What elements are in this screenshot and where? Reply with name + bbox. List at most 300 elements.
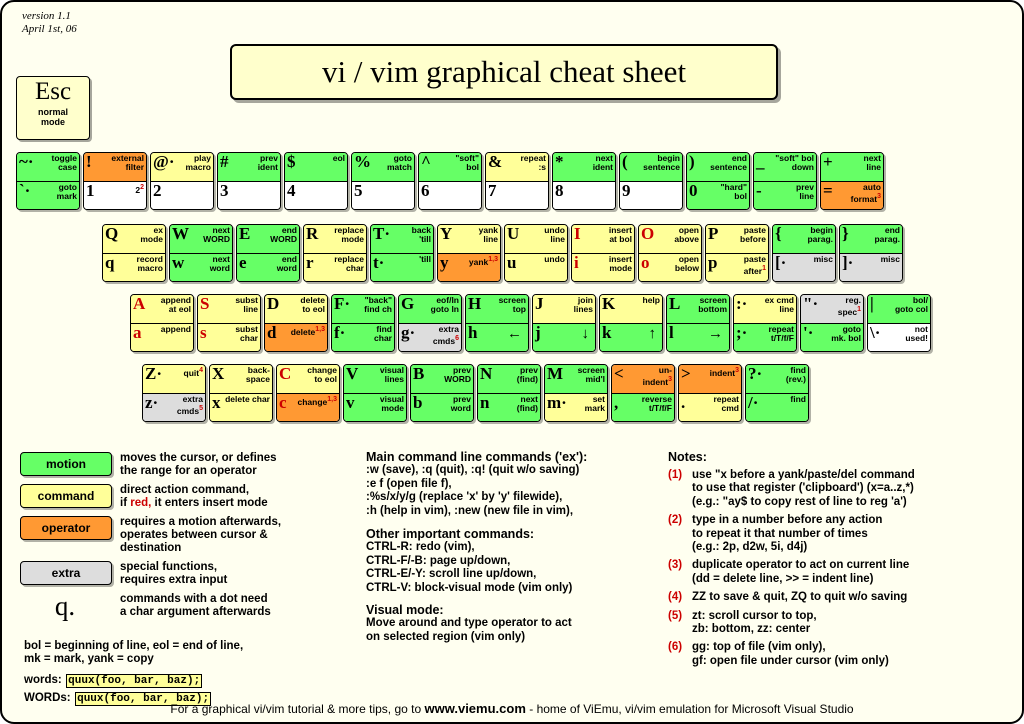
key-z-1-top[interactable] (210, 365, 272, 393)
key-glyph: :· (736, 294, 748, 313)
key-a-9[interactable] (733, 294, 797, 352)
key-a-3-bottom[interactable] (332, 323, 394, 351)
key-q-11[interactable] (839, 224, 903, 282)
key-num-10-top[interactable] (687, 153, 749, 181)
note-number-2: (3) (668, 559, 683, 572)
arrow-icon: → (708, 325, 723, 342)
key-q-6-bottom[interactable] (505, 253, 567, 281)
key-q-5[interactable] (437, 224, 501, 282)
key-z-5-bottom[interactable] (478, 393, 540, 421)
key-glyph: J (535, 294, 544, 313)
key-q-7-top[interactable] (572, 225, 634, 253)
legend-text-4: commands with a dot need a char argument afterwards (120, 593, 271, 618)
key-a-10-bottom[interactable] (801, 323, 863, 351)
key-num-8-bottom[interactable] (553, 181, 615, 209)
note-1 (668, 514, 1016, 554)
key-q-0-top[interactable] (103, 225, 165, 253)
key-glyph: R (306, 224, 319, 243)
key-num-1-top[interactable] (84, 153, 146, 181)
key-q-0-bottom[interactable] (103, 253, 165, 281)
key-label: ex cmd line (764, 295, 794, 314)
key-label: replace char (334, 254, 364, 273)
key-z-4-top[interactable] (411, 365, 473, 393)
key-num-5-bottom[interactable] (352, 181, 414, 209)
key-q-4-top[interactable] (371, 225, 433, 253)
key-label: extra cmds$^5$ (176, 394, 203, 416)
key-q-6[interactable] (504, 224, 568, 282)
note-number-4: (5) (668, 609, 683, 622)
key-z-0-top[interactable] (143, 365, 205, 393)
key-a-4-top[interactable] (399, 295, 461, 323)
key-label: prev ident (257, 153, 278, 172)
key-num-12[interactable] (820, 152, 884, 210)
key-z-8-bottom[interactable] (679, 393, 741, 421)
key-num-7-top[interactable] (486, 153, 548, 181)
key-q-3-bottom[interactable] (304, 253, 366, 281)
key-num-9-bottom[interactable] (620, 181, 682, 209)
ex-line-3: :h (help in vim), :new (new file in vim), (366, 504, 574, 517)
key-z-9-top[interactable] (746, 365, 808, 393)
key-num-5-top[interactable] (352, 153, 414, 181)
key-q-10[interactable] (772, 224, 836, 282)
key-glyph: } (842, 224, 849, 243)
key-num-3-bottom[interactable] (218, 181, 280, 209)
footer-site-link[interactable]: www.viemu.com (424, 701, 526, 716)
key-glyph: s (200, 323, 207, 342)
key-label: screen top (498, 295, 526, 314)
key-label: quit$^4$ (183, 367, 203, 378)
key-a-3-top[interactable] (332, 295, 394, 323)
version-block (22, 10, 77, 36)
key-a-7-bottom[interactable] (600, 323, 662, 351)
key-label: visual lines (379, 365, 404, 384)
key-z-8-top[interactable] (679, 365, 741, 393)
key-footnote: 2 (140, 184, 144, 191)
key-q-7[interactable] (571, 224, 635, 282)
ex-line-1: :e f (open file f), (366, 477, 452, 490)
key-num-9[interactable] (619, 152, 683, 210)
legend-row-2 (20, 516, 360, 555)
key-glyph: x (212, 393, 221, 412)
key-num-6-top[interactable] (419, 153, 481, 181)
key-glyph: % (354, 152, 371, 171)
notes-list (668, 469, 1016, 668)
key-glyph: v (346, 393, 355, 412)
key-z-1-bottom[interactable] (210, 393, 272, 421)
key-glyph: ( (622, 152, 628, 171)
key-z-4[interactable] (410, 364, 474, 422)
footer-pre: For a graphical vi/vim tutorial & more tips, go to (170, 702, 422, 716)
key-z-3[interactable] (343, 364, 407, 422)
key-a-7[interactable] (599, 294, 663, 352)
key-label: "soft" bol down (775, 153, 814, 172)
note-0 (668, 469, 1016, 509)
key-q-11-bottom[interactable] (840, 253, 902, 281)
key-z-7[interactable] (611, 364, 675, 422)
key-num-0-bottom[interactable] (17, 181, 79, 209)
key-a-10[interactable] (800, 294, 864, 352)
note-number-5: (6) (668, 641, 683, 654)
key-a-2-bottom[interactable] (265, 323, 327, 351)
key-a-0-top[interactable] (131, 295, 193, 323)
key-glyph: _ (756, 152, 765, 171)
key-q-5-top[interactable] (438, 225, 500, 253)
key-q-4-bottom[interactable] (371, 253, 433, 281)
key-label: join lines (573, 295, 593, 314)
key-z-2-top[interactable] (277, 365, 339, 393)
key-label: ex mode (140, 225, 163, 244)
key-num-5[interactable] (351, 152, 415, 210)
key-z-3-top[interactable] (344, 365, 406, 393)
key-q-8-bottom[interactable] (639, 253, 701, 281)
other-lines (366, 541, 656, 595)
key-label: subst line (235, 295, 258, 314)
key-q-5-bottom[interactable] (438, 253, 500, 281)
key-a-6-top[interactable] (533, 295, 595, 323)
key-label: set mark (584, 394, 605, 413)
key-z-0-bottom[interactable] (143, 393, 205, 421)
key-num-4-top[interactable] (285, 153, 347, 181)
key-label: eof/ln goto ln (430, 295, 459, 314)
key-z-9[interactable] (745, 364, 809, 422)
words-row (24, 670, 202, 688)
key-q-10-bottom[interactable] (773, 253, 835, 281)
key-label: next (find) (516, 394, 538, 413)
key-label: find (790, 394, 806, 404)
notes-heading: Notes: (668, 450, 707, 464)
key-label: find (rev.) (785, 365, 806, 384)
key-label: repeat t/T/f/F (768, 324, 794, 343)
key-label: end WORD (270, 225, 297, 244)
key-a-8-top[interactable] (667, 295, 729, 323)
key-q-1[interactable] (169, 224, 233, 282)
key-a-4-bottom[interactable] (399, 323, 461, 351)
key-q-2[interactable] (236, 224, 300, 282)
key-label: $2^2$ (135, 184, 144, 195)
key-label: next line (863, 153, 881, 172)
note-text-0: use "x before a yank/paste/del command to use that register ('clipboard') (x=a..z,*) (e.g.: "ay$ to copy rest of line to reg 'a') (692, 469, 915, 508)
key-label: "back" find ch (364, 295, 392, 314)
key-label: begin sentence (643, 153, 680, 172)
key-q-3-top[interactable] (304, 225, 366, 253)
key-label: un- indent$^3$ (642, 365, 672, 387)
key-a-11-bottom[interactable] (868, 323, 930, 351)
key-label: append (160, 324, 191, 334)
key-num-11-top[interactable] (754, 153, 816, 181)
note-5 (668, 641, 1016, 668)
key-glyph: j (535, 323, 541, 342)
key-label: paste after$^1$ (743, 254, 766, 276)
key-z-0[interactable] (142, 364, 206, 422)
key-label: help (642, 295, 660, 305)
key-label: play macro (185, 153, 211, 172)
key-esc[interactable] (16, 76, 90, 140)
note-4 (668, 610, 1016, 637)
key-q-2-top[interactable] (237, 225, 299, 253)
key-num-12-bottom[interactable] (821, 181, 883, 209)
key-glyph: 8 (555, 181, 564, 200)
key-glyph: { (775, 224, 782, 243)
key-q-7-bottom[interactable] (572, 253, 634, 281)
key-footnote: 1,3 (488, 256, 498, 263)
key-glyph: B (413, 364, 425, 383)
note-number-0: (1) (668, 469, 683, 481)
key-label: find char (374, 324, 392, 343)
key-a-9-bottom[interactable] (734, 323, 796, 351)
key-label: end parag. (874, 225, 900, 244)
key-label: append at eol (160, 295, 191, 314)
key-q-8[interactable] (638, 224, 702, 282)
key-q-6-top[interactable] (505, 225, 567, 253)
key-glyph: W (172, 224, 189, 243)
key-glyph: < (614, 364, 624, 383)
key-q-3[interactable] (303, 224, 367, 282)
key-label: misc (880, 254, 900, 264)
ex-line-2: :%s/x/y/g (replace 'x' by 'y' filewide), (366, 491, 563, 504)
key-num-7-bottom[interactable] (486, 181, 548, 209)
legend-row-1 (20, 484, 360, 510)
key-label: change$^{1,3}$ (297, 396, 337, 407)
key-a-1-bottom[interactable] (198, 323, 260, 351)
key-q-8-top[interactable] (639, 225, 701, 253)
key-z-4-bottom[interactable] (411, 393, 473, 421)
key-label: 'till (419, 254, 431, 264)
key-glyph: 7 (488, 181, 497, 200)
key-num-4[interactable] (284, 152, 348, 210)
key-z-3-bottom[interactable] (344, 393, 406, 421)
key-glyph: [· (775, 253, 787, 272)
key-z-9-bottom[interactable] (746, 393, 808, 421)
key-num-1[interactable] (83, 152, 147, 210)
key-label: yank line (478, 225, 498, 244)
key-a-6[interactable] (532, 294, 596, 352)
key-z-1[interactable] (209, 364, 273, 422)
mk-line: mk = mark, yank = copy (24, 653, 154, 665)
note-3 (668, 591, 1016, 604)
key-footnote: 3 (668, 376, 672, 383)
key-glyph: E (239, 224, 251, 243)
key-footnote: 1,3 (315, 326, 325, 333)
legend-chip-command: command (20, 484, 112, 508)
key-a-9-top[interactable] (734, 295, 796, 323)
key-glyph: L (669, 294, 681, 313)
key-num-10[interactable] (686, 152, 750, 210)
visual-heading: Visual mode: (366, 603, 444, 617)
key-glyph: h (468, 323, 478, 342)
notes-section (668, 450, 1016, 668)
key-glyph: /· (748, 393, 759, 412)
note-number-3: (4) (668, 591, 683, 604)
ex-heading: Main command line commands ('ex'): (366, 450, 588, 464)
key-a-5-bottom[interactable] (466, 323, 528, 351)
key-glyph: 4 (287, 181, 296, 200)
key-glyph: w (172, 253, 185, 272)
key-a-0[interactable] (130, 294, 194, 352)
key-label: delete$^{1,3}$ (290, 326, 325, 337)
key-num-9-top[interactable] (620, 153, 682, 181)
key-a-2[interactable] (264, 294, 328, 352)
key-q-1-bottom[interactable] (170, 253, 232, 281)
ex-commands-section (366, 450, 656, 518)
key-a-0-bottom[interactable] (131, 323, 193, 351)
key-z-7-bottom[interactable] (612, 393, 674, 421)
key-z-5-top[interactable] (478, 365, 540, 393)
key-num-6-bottom[interactable] (419, 181, 481, 209)
key-label: goto mark (56, 182, 77, 201)
key-label: visual mode (379, 394, 404, 413)
key-num-6[interactable] (418, 152, 482, 210)
key-num-2-top[interactable] (151, 153, 213, 181)
key-a-8-bottom[interactable] (667, 323, 729, 351)
key-a-1-top[interactable] (198, 295, 260, 323)
other-line-3: CTRL-V: block-visual mode (vim only) (366, 581, 573, 594)
key-z-2-bottom[interactable] (277, 393, 339, 421)
key-a-7-top[interactable] (600, 295, 662, 323)
key-num-8-top[interactable] (553, 153, 615, 181)
legend-row-3 (20, 561, 360, 587)
key-q-9-bottom[interactable] (706, 253, 768, 281)
key-glyph: 6 (421, 181, 430, 200)
page-title (230, 44, 778, 100)
key-z-5[interactable] (477, 364, 541, 422)
key-glyph: f· (334, 323, 346, 342)
key-label: record macro (136, 254, 163, 273)
note-text-5: gg: top of file (vim only), gf: open file under cursor (vim only) (692, 641, 889, 667)
note-2 (668, 559, 1016, 586)
key-label: undo (544, 254, 565, 264)
key-num-11-bottom[interactable] (754, 181, 816, 209)
key-label: misc (813, 254, 833, 264)
key-a-5-top[interactable] (466, 295, 528, 323)
key-glyph: Z· (145, 364, 163, 383)
key-footnote: 3 (877, 193, 881, 200)
key-label: prev word (450, 394, 471, 413)
key-a-4[interactable] (398, 294, 462, 352)
key-num-2[interactable] (150, 152, 214, 210)
key-num-1-bottom[interactable] (84, 181, 146, 209)
key-num-7[interactable] (485, 152, 549, 210)
key-glyph: S (200, 294, 210, 313)
key-glyph: 5 (354, 181, 363, 200)
legend-chip-extra: extra (20, 561, 112, 585)
key-z-6[interactable] (544, 364, 608, 422)
key-glyph: @· (153, 152, 175, 171)
key-label: open above (674, 225, 699, 244)
key-num-11[interactable] (753, 152, 817, 210)
key-label: next WORD (203, 225, 230, 244)
key-num-10-bottom[interactable] (687, 181, 749, 209)
version-line-2: April 1st, 06 (22, 23, 77, 35)
key-a-11-top[interactable] (868, 295, 930, 323)
key-glyph: = (823, 181, 833, 200)
key-glyph: '· (803, 323, 814, 342)
key-z-6-top[interactable] (545, 365, 607, 393)
legend-chip-operator: operator (20, 516, 112, 540)
key-a-5[interactable] (465, 294, 529, 352)
key-footnote: 1,3 (327, 396, 337, 403)
key-q-11-top[interactable] (840, 225, 902, 253)
key-q-4[interactable] (370, 224, 434, 282)
key-q-1-top[interactable] (170, 225, 232, 253)
key-q-2-bottom[interactable] (237, 253, 299, 281)
other-line-2: CTRL-E/-Y: scroll line up/down, (366, 568, 537, 581)
key-glyph: ) (689, 152, 695, 171)
key-num-3[interactable] (217, 152, 281, 210)
key-num-0-top[interactable] (17, 153, 79, 181)
key-q-9-top[interactable] (706, 225, 768, 253)
key-label: toggle case (51, 153, 77, 172)
key-z-7-top[interactable] (612, 365, 674, 393)
key-a-11[interactable] (867, 294, 931, 352)
key-glyph: Q (105, 224, 119, 243)
key-label: reg. spec$^1$ (837, 295, 861, 317)
key-q-10-top[interactable] (773, 225, 835, 253)
key-a-6-bottom[interactable] (533, 323, 595, 351)
key-a-10-top[interactable] (801, 295, 863, 323)
key-glyph: 2 (153, 181, 162, 200)
key-label: indent$^3$ (709, 367, 739, 378)
key-glyph: ?· (748, 364, 763, 383)
key-footnote: 1 (857, 306, 861, 313)
other-heading: Other important commands: (366, 527, 535, 541)
key-num-3-top[interactable] (218, 153, 280, 181)
key-a-1[interactable] (197, 294, 261, 352)
key-num-4-bottom[interactable] (285, 181, 347, 209)
visual-line-0: Move around and type operator to act (366, 617, 572, 629)
key-num-2-bottom[interactable] (151, 181, 213, 209)
key-glyph: T· (373, 224, 391, 243)
key-glyph: 9 (622, 181, 631, 200)
key-glyph: # (220, 152, 229, 171)
key-glyph: k (602, 323, 612, 342)
key-a-8[interactable] (666, 294, 730, 352)
key-num-0[interactable] (16, 152, 80, 210)
key-label: end sentence (710, 153, 747, 172)
legend-chip-dotcmd: q. (54, 591, 76, 621)
visual-line-1: on selected region (vim only) (366, 630, 526, 643)
key-glyph: X (212, 364, 225, 383)
key-q-0[interactable] (102, 224, 166, 282)
WORDs-value: quux(foo, bar, baz); (77, 693, 210, 705)
key-label: goto match (386, 153, 412, 172)
key-z-8[interactable] (678, 364, 742, 422)
key-glyph: ~· (19, 152, 34, 171)
key-glyph: t· (373, 253, 385, 272)
key-q-9[interactable] (705, 224, 769, 282)
key-glyph: y (440, 253, 449, 272)
key-glyph: c (279, 393, 287, 412)
key-z-6-bottom[interactable] (545, 393, 607, 421)
key-label: back 'till (411, 225, 431, 244)
key-num-12-top[interactable] (821, 153, 883, 181)
key-a-2-top[interactable] (265, 295, 327, 323)
key-num-8[interactable] (552, 152, 616, 210)
arrow-icon: ← (507, 325, 522, 342)
key-a-3[interactable] (331, 294, 395, 352)
key-z-2[interactable] (276, 364, 340, 422)
key-label: end word (276, 254, 297, 273)
visual-lines (366, 617, 666, 644)
esc-sub-2: mode (40, 117, 65, 127)
bol-line: bol = beginning of line, eol = end of line, (24, 640, 244, 652)
key-glyph: P (708, 224, 719, 243)
key-glyph: G (401, 294, 415, 313)
note-text-2: duplicate operator to act on current line (dd = delete line, >> = indent line) (692, 559, 910, 585)
key-glyph: $ (287, 152, 296, 171)
key-glyph: - (756, 181, 762, 200)
key-glyph: p (708, 253, 718, 272)
key-glyph: g· (401, 323, 416, 342)
